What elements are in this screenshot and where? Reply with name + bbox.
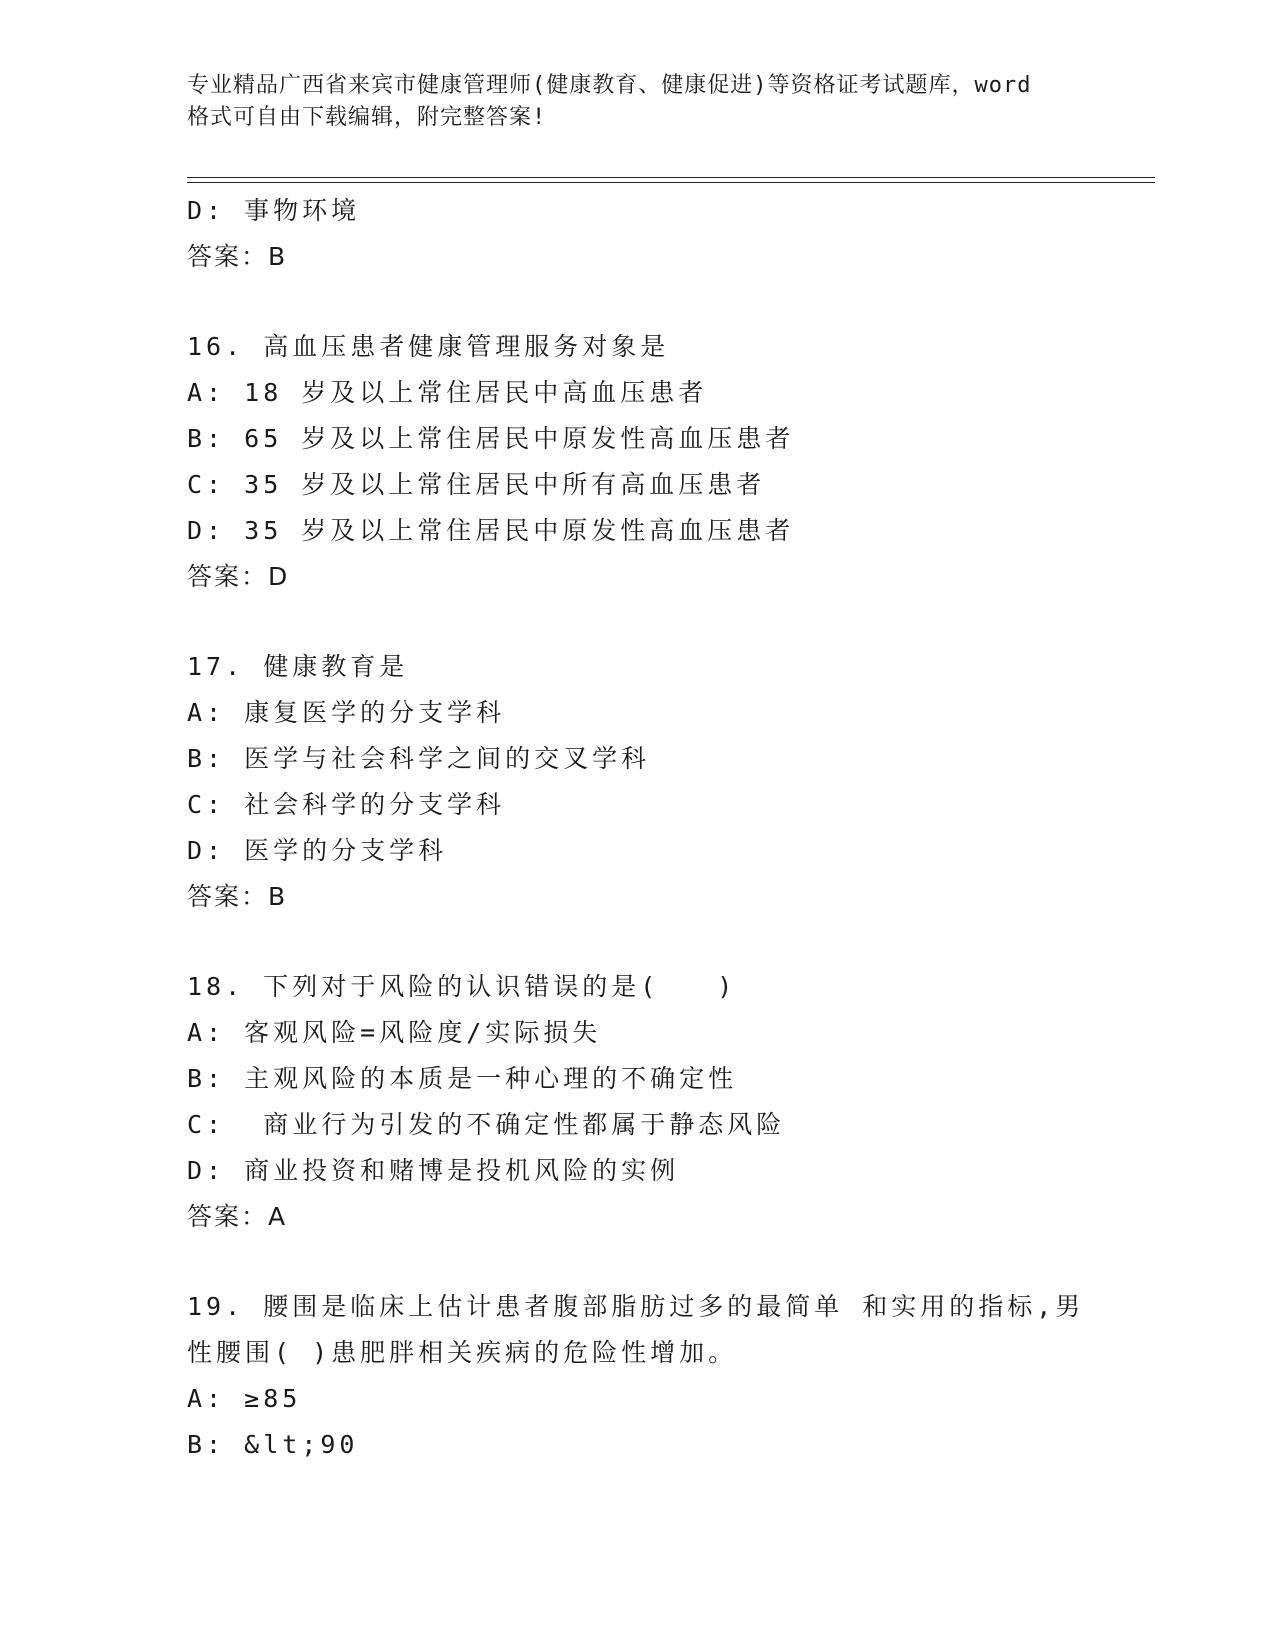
question-stem: 18. 下列对于风险的认识错误的是( ) <box>187 972 737 1001</box>
option-b: B: 医学与社会科学之间的交叉学科 <box>187 744 651 773</box>
option-b: B: 65 岁及以上常住居民中原发性高血压患者 <box>187 424 795 453</box>
option-a: A: 客观风险=风险度/实际损失 <box>187 1018 602 1047</box>
option-d: D: 35 岁及以上常住居民中原发性高血压患者 <box>187 516 795 545</box>
page-header <box>187 70 1087 134</box>
answer-line: 答案：B <box>187 882 288 911</box>
answer-line: 答案：A <box>187 1202 288 1231</box>
question-stem-continued: 性腰围( )患肥胖相关疾病的危险性增加。 <box>187 1338 738 1367</box>
option-b: B: &lt;90 <box>187 1430 359 1459</box>
answer-line: 答案：B <box>187 242 288 271</box>
answer-line: 答案：D <box>187 562 290 591</box>
question-stem: 17. 健康教育是 <box>187 652 409 681</box>
question-18 <box>187 964 1155 1240</box>
option-a: A: 18 岁及以上常住居民中高血压患者 <box>187 378 708 407</box>
option-c: C: 社会科学的分支学科 <box>187 790 506 819</box>
question-stem: 16. 高血压患者健康管理服务对象是 <box>187 332 670 361</box>
question-17 <box>187 644 1155 920</box>
question-19 <box>187 1284 1155 1468</box>
question-content <box>187 188 1155 1468</box>
question-16 <box>187 324 1155 600</box>
question-stem: 19. 腰围是临床上估计患者腹部脂肪过多的最简单 和实用的指标,男 <box>187 1292 1085 1321</box>
option-d: D: 医学的分支学科 <box>187 836 448 865</box>
option-d: D: 商业投资和赌博是投机风险的实例 <box>187 1156 680 1185</box>
header-line-2: 格式可自由下载编辑，附完整答案! <box>187 105 547 130</box>
option-b: B: 主观风险的本质是一种心理的不确定性 <box>187 1064 738 1093</box>
option-a: A: ≥85 <box>187 1384 302 1413</box>
carryover-question <box>187 188 1155 280</box>
option-c: C: 35 岁及以上常住居民中所有高血压患者 <box>187 470 766 499</box>
header-rule-bottom <box>187 182 1155 183</box>
header-rule-top <box>187 177 1155 178</box>
option-c: C: 商业行为引发的不确定性都属于静态风险 <box>187 1110 786 1139</box>
option-a: A: 康复医学的分支学科 <box>187 698 506 727</box>
header-line-1: 专业精品广西省来宾市健康管理师(健康教育、健康促进)等资格证考试题库，word <box>187 73 1032 98</box>
option-d: D: 事物环境 <box>187 196 361 225</box>
